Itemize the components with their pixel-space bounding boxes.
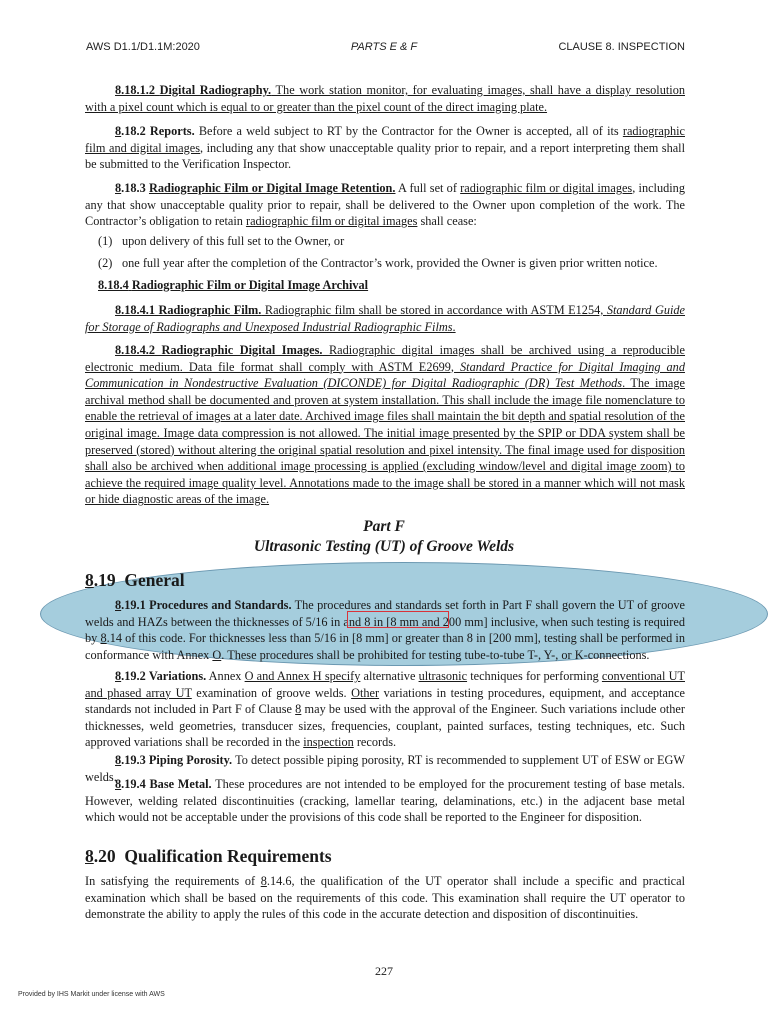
red-annotation-box [347, 611, 449, 628]
para-8-18-4-1: 8.18.4.1 Radiographic Film. Radiographic film shall be stored in accordance with ASTM E1254, Standard Guide for Storage of Radiographs and Unexposed Industrial Radiographic Films. [85, 303, 685, 334]
list-item: (1) upon delivery of this full set to the Owner, or [98, 234, 345, 248]
license-footer: Provided by IHS Markit under license with AWS [18, 991, 165, 998]
part-title: Part F [363, 518, 405, 535]
page-number: 227 [375, 964, 393, 978]
section-title: General [124, 570, 185, 590]
section-title: Qualification Requirements [124, 846, 332, 866]
para-8-18-4-2: 8.18.4.2 Radiographic Digital Images. Radiographic digital images shall be archived using a reproducible electronic medium. Data file format shall comply with ASTM E2699, Standard Practice for Digital Imaging and Communication in Nondestructive Evaluation (DICONDE) for Digital Radiographic (DR) Test Methods. The image archival method shall be documented and proven at system installation. This shall include the image file nomenclature to enable the retrieval of images at a later date. Archived image files shall maintain the bit depth and spatial resolution of the original image. Image data compression is not allowed. The initial image presented by the SPIP or DDA system shall be preserved (stored) without altering the original spatial resolution and pixel intensity. The final image used for disposition shall also be archived when additional image processing is applied (excluding window/level and digital image zoom) to achieve the required image quality level. Annotations made to the image shall be stored in a manner which will not mask or hide diagnostic areas of the image. [85, 343, 686, 507]
section-title: Radiographic Digital Images. [161, 343, 323, 357]
para-8-18-2: 8.18.2 Reports. Before a weld subject to RT by the Contractor for the Owner is accepted, all of its radiographic film and digital images, including any that show unacceptable quality prior to repair, and a report interpreting them shall be submitted to the Verification Inspector. [85, 124, 686, 172]
section-title: Radiographic Film. [158, 303, 262, 317]
running-header-center: PARTS E & F [350, 41, 418, 53]
section-title: Radiographic Film or Digital Image Archival [131, 278, 369, 292]
para-text: The work station monitor, for evaluating images, shall have a display resolution with a pixel count which is equal to or greater than the pixel count of the direct imaging plate. [85, 83, 685, 114]
part-subtitle: Ultrasonic Testing (UT) of Groove Welds [253, 538, 515, 555]
section-title: Radiographic Film or Digital Image Retention. [148, 181, 396, 195]
section-heading-8-19: 8.19 General [85, 570, 185, 590]
section-heading-8-20: 8.20 Qualification Requirements [85, 846, 332, 866]
para-8-18-1-2 [85, 82, 685, 115]
section-title: Reports. [149, 124, 195, 138]
para-8-18-4: 8.18.4 Radiographic Film or Digital Image Archival [98, 278, 369, 292]
section-number: 8.18.1.2 [115, 83, 155, 97]
section-title: Piping Porosity. [148, 753, 233, 767]
para-8-19-4: 8.19.4 Base Metal. These procedures are not intended to be employed for the procurement testing of base metals. However, welding related discontinuities (cracking, lamellar tearing, delaminations, etc.) in the adjacent base metal which would not be acceptable under the provisions of this code shall be reported to the Engineer for disposition. [85, 777, 686, 825]
section-title: Variations. [148, 669, 207, 683]
para-8-19-2: 8.19.2 Variations. Annex O and Annex H specify alternative ultrasonic techniques for performing conventional UT and phased array UT examination of groove welds. Other variations in testing procedures, equipment, and acceptance standards not included in Part F of Clause 8 may be used with the approval of the Engineer. Such variations include other thicknesses, weld geometries, transducer sizes, frequencies, couplant, painted surfaces, testing techniques, etc. Such approved variations shall be recorded in the inspection records. [85, 669, 685, 750]
section-title: Base Metal. [149, 777, 212, 791]
running-header-right: CLAUSE 8. INSPECTION [558, 41, 685, 53]
section-title: Digital Radiography. [159, 83, 272, 97]
para-8-18-3: 8.18.3 Radiographic Film or Digital Image Retention. A full set of radiographic film or digital images, including any that show unacceptable quality prior to repair, shall be delivered to the Owner upon completion of the work. The Contractor’s obligation to retain radiographic film or digital images shall cease: [85, 181, 685, 229]
para-8-20: In satisfying the requirements of 8.14.6, the qualification of the UT operator shall include a specific and practical examination which shall be based on the requirements of this code. This examination shall require the UT operator to demonstrate the ability to apply the rules of this code in the accurate detection and disposition of discontinuities. [85, 874, 685, 922]
list-item: (2) one full year after the completion of the Contractor’s work, provided the Owner is given prior written notice. [98, 256, 658, 270]
para-8-19-3: 8.19.3 Piping Porosity. To detect possible piping porosity, RT is recommended to supplement UT of ESW or EGW welds. [85, 753, 685, 784]
running-header-left: AWS D1.1/D1.1M:2020 [86, 41, 200, 53]
section-title: Procedures and Standards. [149, 598, 292, 612]
para-8-19-1: 8.19.1 Procedures and Standards. The procedures and standards set forth in Part F shall govern the UT of groove welds and HAZs between the thicknesses of 5/16 in and 8 in [8 mm and 200 mm] inclusive, when such testing is required by 8.14 of this code. For thicknesses less than 5/16 in [8 mm] or greater than 8 in [200 mm], testing shall be performed in conformance with Annex O. These procedures shall be prohibited for testing tube-to-tube T-, Y-, or K-connections. [85, 598, 685, 662]
